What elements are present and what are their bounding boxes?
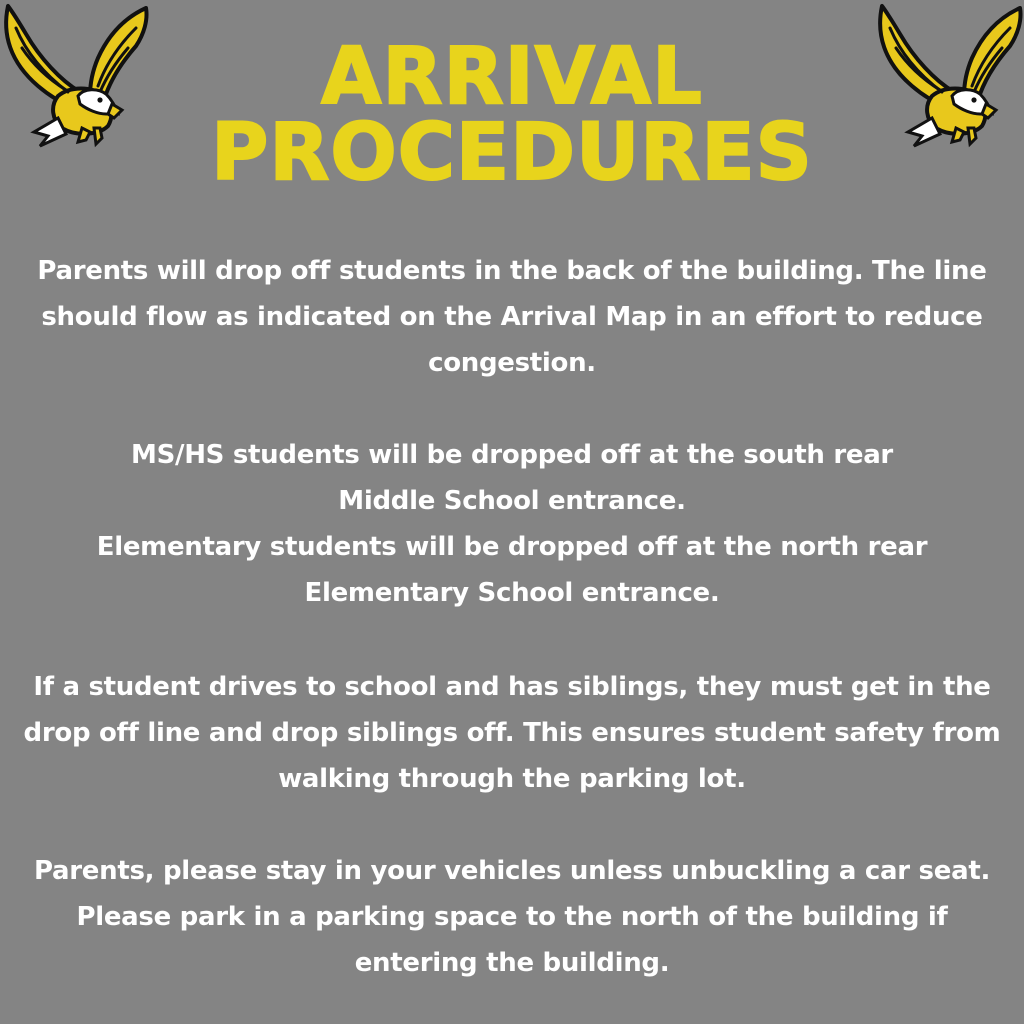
- paragraph-line: drop off line and drop siblings off. This ensures student safety from: [23, 718, 1001, 748]
- paragraph-line: walking through the parking lot.: [278, 764, 746, 794]
- paragraph-line: If a student drives to school and has siblings, they must get in the: [33, 672, 991, 702]
- paragraph-line: MS/HS students will be dropped off at the south rear: [131, 440, 893, 470]
- paragraph-line: Middle School entrance.: [338, 486, 686, 516]
- eagle-mascot-icon: [0, 0, 150, 150]
- paragraph-line: Parents, please stay in your vehicles unless unbuckling a car seat.: [33, 856, 991, 886]
- paragraph-line: Elementary students will be dropped off at the north rear: [96, 532, 928, 562]
- paragraph-dropoff-location: [4, 248, 1020, 386]
- paragraph-line: Parents will drop off students in the back of the building. The line: [37, 256, 987, 286]
- paragraph-parent-parking: [4, 848, 1020, 986]
- paragraph-student-drivers: [4, 664, 1020, 802]
- paragraph-line: should flow as indicated on the Arrival Map in an effort to reduce: [41, 302, 983, 332]
- eagle-mascot-icon: [874, 0, 1024, 150]
- paragraph-entrances: [4, 432, 1020, 616]
- paragraph-line: entering the building.: [354, 948, 670, 978]
- page-title-line-2: PROCEDURES: [211, 108, 813, 198]
- paragraph-line: congestion.: [428, 348, 596, 378]
- paragraph-line: Elementary School entrance.: [304, 578, 720, 608]
- paragraph-line: Please park in a parking space to the north of the building if: [76, 902, 948, 932]
- page-title-line-1: ARRIVAL: [321, 32, 703, 122]
